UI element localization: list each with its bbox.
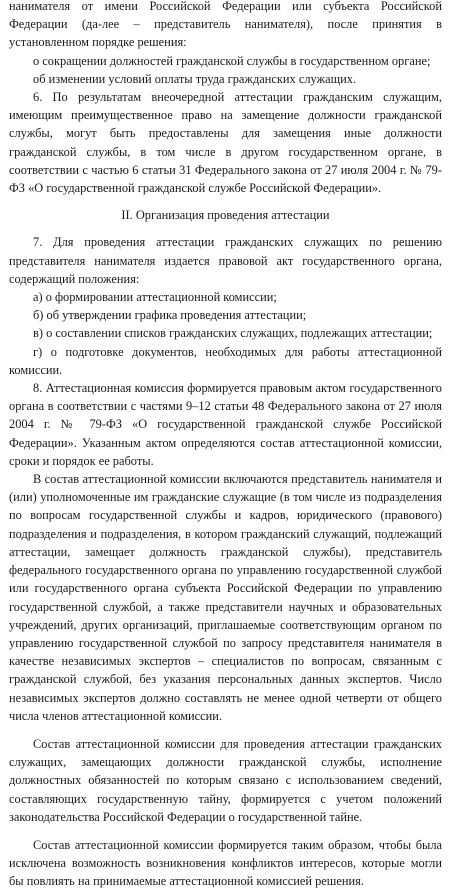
paragraph-commission-members: В состав аттестационной комиссии включаются представитель нанимателя и (или) уполномоченные им гражданские служащие (в том числе из подразделения по вопросам государственной службы и кадров, юридического (правового) подразделения и подразделения, в котором гражданский служащий, подлежащий аттестации, замещает должность гражданской службы), представитель федерального государственного органа по управлению государственной службой или государственного органа субъекта Российской Федерации по управлению государственной службой, а также представители научных и образовательных учреждений, других организаций, приглашаемые соответствующим органом по управлению государственной службой по запросу представителя нанимателя в качестве независимых экспертов – специалистов по вопросам, связанным с гражданской службой, без указания персональных данных экспертов. Число независимых экспертов должно составлять не менее одной четверти от общего числа членов аттестационной комиссии. (9, 472, 442, 723)
list-item-g: г) о подготовке документов, необходимых для работы аттестационной комиссии. (9, 344, 442, 377)
paragraph-clause-7: 7. Для проведения аттестации гражданских служащих по решению представителя нанимателя издается правовой акт государственного органа, содержащий положения: (9, 235, 442, 286)
list-item-a: а) о формировании аттестационной комиссии; (33, 290, 277, 305)
paragraph-state-secret: Состав аттестационной комиссии для проведения аттестации гражданских служащих, замещающих должности гражданской службы, исполнение должностных обязанностей по которым связано с использованием сведений, составляющих государственную тайну, формируется с учетом положений законодательства Российской Федерации о государственной тайне. (9, 736, 442, 824)
list-item-v: в) о составлении списков гражданских служащих, подлежащих аттестации; (33, 326, 433, 341)
paragraph-clause-8: 8. Аттестационная комиссия формируется правовым актом государственного органа в соответствии с частями 9–12 статьи 48 Федерального закона от 27 июля 2004 г. № 79-ФЗ «О государственной гражданской службе Российской Федерации». Указанным актом определяются состав аттестационной комиссии, сроки и порядок ее работы. (9, 381, 442, 468)
paragraph-conflict-of-interest: Состав аттестационной комиссии формируется таким образом, чтобы была исключена возможность возникновения конфликтов интересов, которые могли бы повлиять на принимаемые аттестационной комиссией решения. (9, 837, 442, 889)
list-item-b: б) об утверждении графика проведения аттестации; (33, 308, 307, 323)
paragraph-intro-continuation: нанимателя от имени Российской Федерации или субъекта Российской Федерации (да-лее – представитель нанимателя), после принятия в установленном порядке решения: (9, 0, 442, 50)
section-heading: II. Организация проведения аттестации (121, 208, 330, 223)
paragraph-clause-6: 6. По результатам внеочередной аттестации гражданским служащим, имеющим преимущественное право на замещение должности гражданской службы, могут быть предоставлены для замещения иные должности гражданской службы, в том числе в другом государственном органе, в соответствии с частью 6 статьи 31 Федерального закона от 27 июля 2004 г. № 79-ФЗ «О государственной гражданской службе Российской Федерации». (9, 90, 442, 196)
list-item-reduction: о сокращении должностей гражданской службы в государственном органе; (33, 53, 431, 68)
list-item-pay-change: об изменении условий оплаты труда гражданских служащих. (33, 71, 357, 86)
